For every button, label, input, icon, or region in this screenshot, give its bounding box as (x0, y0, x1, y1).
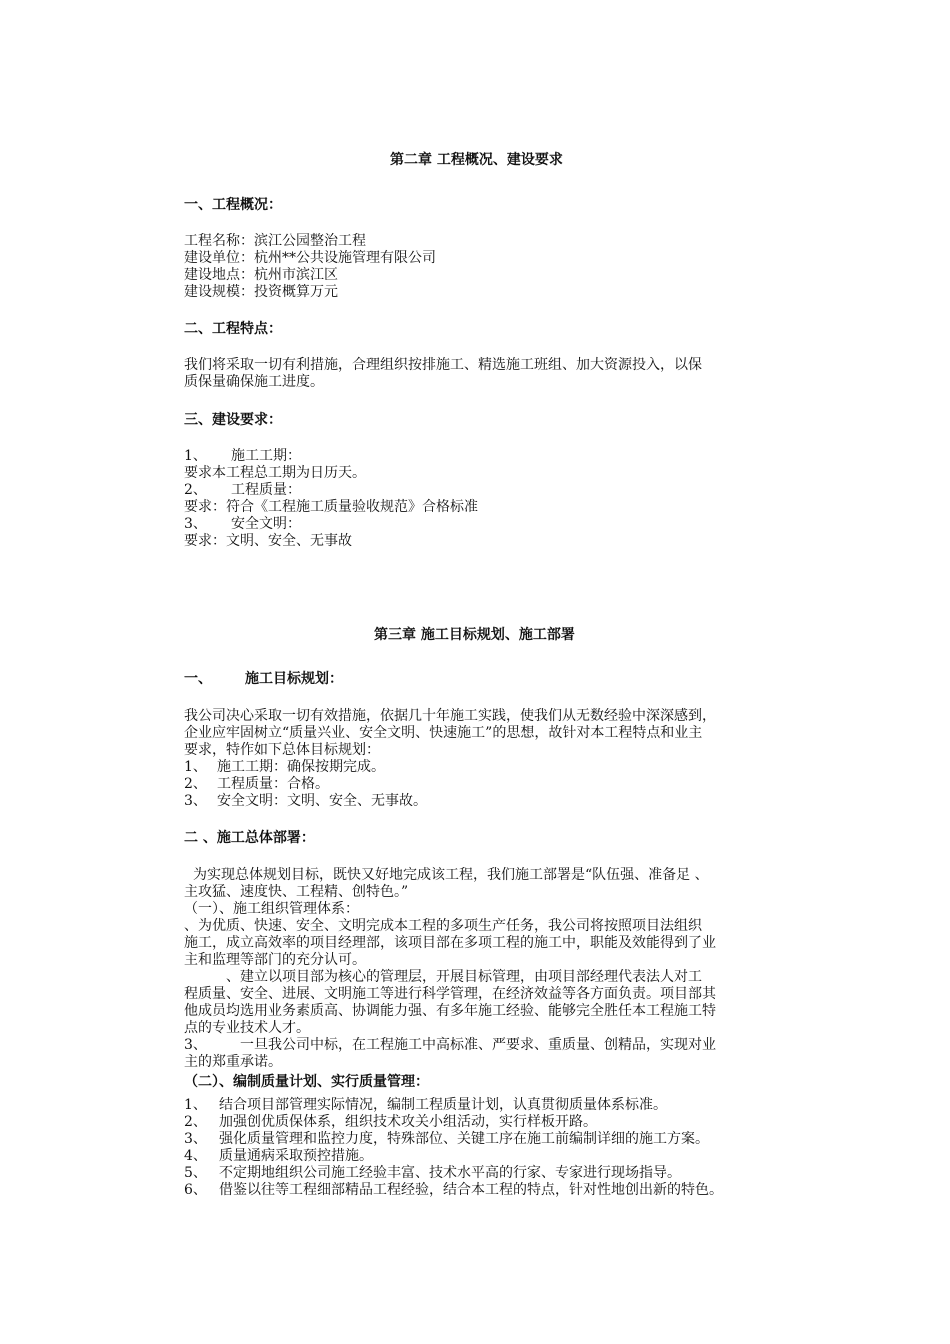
overview-line: 建设单位：杭州**公共设施管理有限公司 (184, 250, 436, 266)
deploy-line: 为实现总体规划目标，既快又好地完成该工程，我们施工部署是“队伍强、准备足 、 (193, 867, 709, 883)
org-para-num: 3、 (184, 1037, 207, 1053)
req-desc: 要求：文明、安全、无事故 (184, 533, 352, 549)
goal-heading: 施工目标规划： (245, 671, 343, 687)
deploy-line: 主攻猛、速度快、工程精、创特色。” (184, 884, 409, 900)
goal-item: 安全文明：文明、安全、无事故。 (217, 793, 427, 809)
quality-item: 质量通病采取预控措施。 (219, 1148, 373, 1164)
overview-heading: 一、工程概况： (184, 197, 282, 213)
overview-line: 建设规模：投资概算万元 (184, 284, 338, 300)
chapter3-title: 第三章 施工目标规划、施工部署 (374, 627, 575, 643)
org-para-line: 主和监理等部门的充分认可。 (184, 952, 366, 968)
org-para-line: 点的专业技术人才。 (184, 1020, 310, 1036)
req-num: 1、 (184, 448, 207, 464)
requirements-heading: 三、建设要求： (184, 412, 282, 428)
org-para-line: 他成员均选用业务素质高、协调能力强、有多年施工经验、能够完全胜任本工程施工特 (184, 1003, 716, 1019)
req-num: 3、 (184, 516, 207, 532)
deploy-heading: 二 、施工总体部署： (184, 830, 315, 846)
goal-num: 3、 (184, 793, 207, 809)
quality-item: 强化质量管理和监控力度，特殊部位、关键工序在施工前编制详细的施工方案。 (219, 1131, 709, 1147)
org-system-heading: （一）、施工组织管理体系： (184, 901, 359, 917)
req-label: 工程质量： (231, 482, 301, 498)
org-para-line: 、建立以项目部为核心的管理层，开展目标管理，由项目部经理代表法人对工 (226, 969, 702, 985)
goal-line: 企业应牢固树立“质量兴业、安全文明、快速施工”的思想，故针对本工程特点和业主 (184, 725, 703, 741)
org-para-line: 程质量、安全、进展、文明施工等进行科学管理，在经济效益等各方面负责。项目部其 (184, 986, 716, 1002)
quality-num: 5、 (184, 1165, 207, 1181)
quality-heading: （二）、编制质量计划、实行质量管理： (184, 1074, 429, 1090)
req-desc: 要求本工程总工期为日历天。 (184, 465, 366, 481)
quality-num: 6、 (184, 1182, 207, 1198)
features-heading: 二、工程特点： (184, 321, 282, 337)
goal-heading-num: 一、 (184, 671, 212, 687)
goal-line: 要求，特作如下总体目标规划： (184, 742, 380, 758)
req-desc: 要求：符合《工程施工质量验收规范》合格标准 (184, 499, 478, 515)
quality-num: 3、 (184, 1131, 207, 1147)
overview-line: 建设地点：杭州市滨江区 (184, 267, 338, 283)
overview-line: 工程名称：滨江公园整治工程 (184, 233, 366, 249)
quality-num: 1、 (184, 1097, 207, 1113)
quality-num: 4、 (184, 1148, 207, 1164)
org-para-line: 主的郑重承诺。 (184, 1054, 282, 1070)
goal-item: 施工工期：确保按期完成。 (217, 759, 385, 775)
quality-item: 结合项目部管理实际情况，编制工程质量计划，认真贯彻质量体系标准。 (219, 1097, 667, 1113)
chapter2-title: 第二章 工程概况、建设要求 (390, 152, 563, 168)
quality-item: 借鉴以往等工程细部精品工程经验，结合本工程的特点，针对性地创出新的特色。 (219, 1182, 723, 1198)
goal-item: 工程质量：合格。 (217, 776, 329, 792)
req-num: 2、 (184, 482, 207, 498)
org-para-line: 、为优质、快速、安全、文明完成本工程的多项生产任务，我公司将按照项目法组织 (184, 918, 702, 934)
org-para-line: 施工，成立高效率的项目经理部，该项目部在多项工程的施工中，职能及效能得到了业 (184, 935, 716, 951)
org-para-line: 一旦我公司中标，在工程施工中高标准、严要求、重质量、创精品，实现对业 (240, 1037, 716, 1053)
features-line: 我们将采取一切有利措施，合理组织按排施工、精选施工班组、加大资源投入，以保 (184, 357, 702, 373)
quality-num: 2、 (184, 1114, 207, 1130)
quality-item: 加强创优质保体系，组织技术攻关小组活动，实行样板开路。 (219, 1114, 597, 1130)
features-line: 质保量确保施工进度。 (184, 374, 324, 390)
req-label: 安全文明： (231, 516, 301, 532)
goal-line: 我公司决心采取一切有效措施，依据几十年施工实践，使我们从无数经验中深深感到， (184, 708, 716, 724)
goal-num: 2、 (184, 776, 207, 792)
goal-num: 1、 (184, 759, 207, 775)
req-label: 施工工期： (231, 448, 301, 464)
quality-item: 不定期地组织公司施工经验丰富、技术水平高的行家、专家进行现场指导。 (219, 1165, 681, 1181)
